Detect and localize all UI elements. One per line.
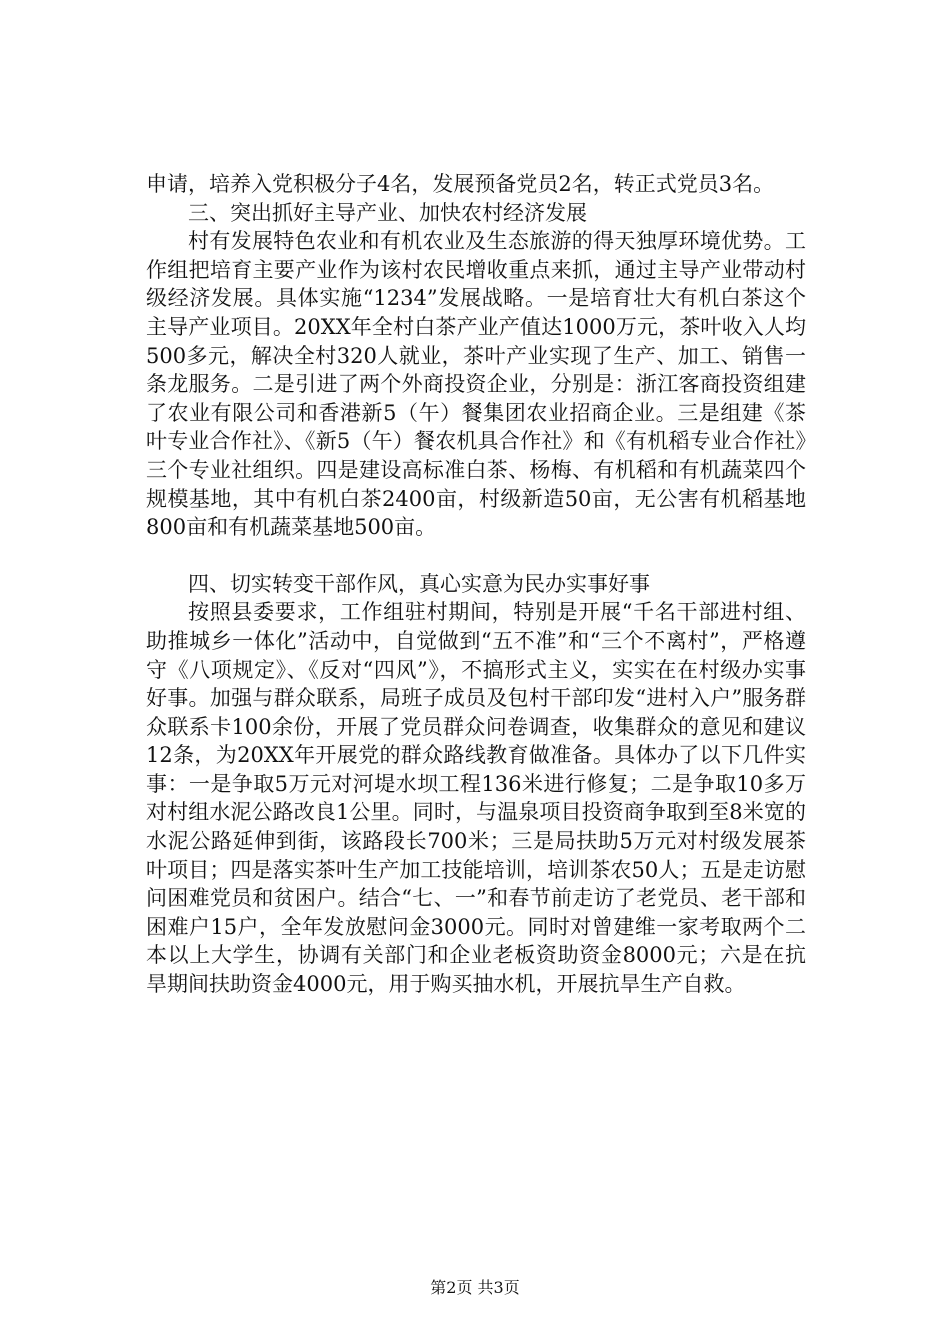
section-heading-4: 四、切实转变干部作风，真心实意为民办实事好事 [188, 571, 650, 596]
document-body [146, 170, 806, 999]
section-heading-3: 三、突出抓好主导产业、加快农村经济发展 [188, 200, 587, 225]
paragraph-industry: 村有发展特色农业和有机农业及生态旅游的得天独厚环境优势。工作组把培育主要产业作为该村农民增收重点来抓，通过主导产业带动村级经济发展。具体实施“1234”发展战略。一是培育壮大有机白茶这个主导产业项目。20XX年全村白茶产业产值达1000万元，茶叶收入人均500多元，解决全村320人就业，茶叶产业实现了生产、加工、销售一条龙服务。二是引进了两个外商投资企业，分别是：浙江客商投资组建了农业有限公司和香港新5（午）餐集团农业招商企业。三是组建《茶叶专业合作社》、《新5（午）餐农机具合作社》和《有机稻专业合作社》三个专业社组织。四是建设高标准白茶、杨梅、有机稻和有机蔬菜四个规模基地，其中有机白茶2400亩，村级新造50亩，无公害有机稻基地800亩和有机蔬菜基地500亩。 [146, 229, 806, 540]
page-footer: 第2页 共3页 [430, 1278, 520, 1297]
paragraph-work-style: 按照县委要求，工作组驻村期间，特别是开展“千名干部进村组、助推城乡一体化”活动中，自觉做到“五不准”和“三个不离村”，严格遵守《八项规定》、《反对“四风”》，不搞形式主义，实实在在村级办实事好事。加强与群众联系，局班子成员及包村干部印发“进村入户”服务群众联系卡100余份，开展了党员群众问卷调查，收集群众的意见和建议12条，为20XX年开展党的群众路线教育做准备。具体办了以下几件实事：一是争取5万元对河堤水坝工程136米进行修复；二是争取10多万对村组水泥公路改良1公里。同时，与温泉项目投资商争取到至8米宽的水泥公路延伸到街，该路段长700米；三是局扶助5万元对村级发展茶叶项目；四是落实茶叶生产加工技能培训，培训茶农50人；五是走访慰问困难党员和贫困户。结合“七、一”和春节前走访了老党员、老干部和困难户15户，全年发放慰问金3000元。同时对曾建维一家考取两个二本以上大学生，协调有关部门和企业老板资助资金8000元；六是在抗旱期间扶助资金4000元，用于购买抽水机，开展抗旱生产自救。 [146, 600, 806, 997]
paragraph-continuation: 申请，培养入党积极分子4名，发展预备党员2名，转正式党员3名。 [146, 172, 775, 196]
